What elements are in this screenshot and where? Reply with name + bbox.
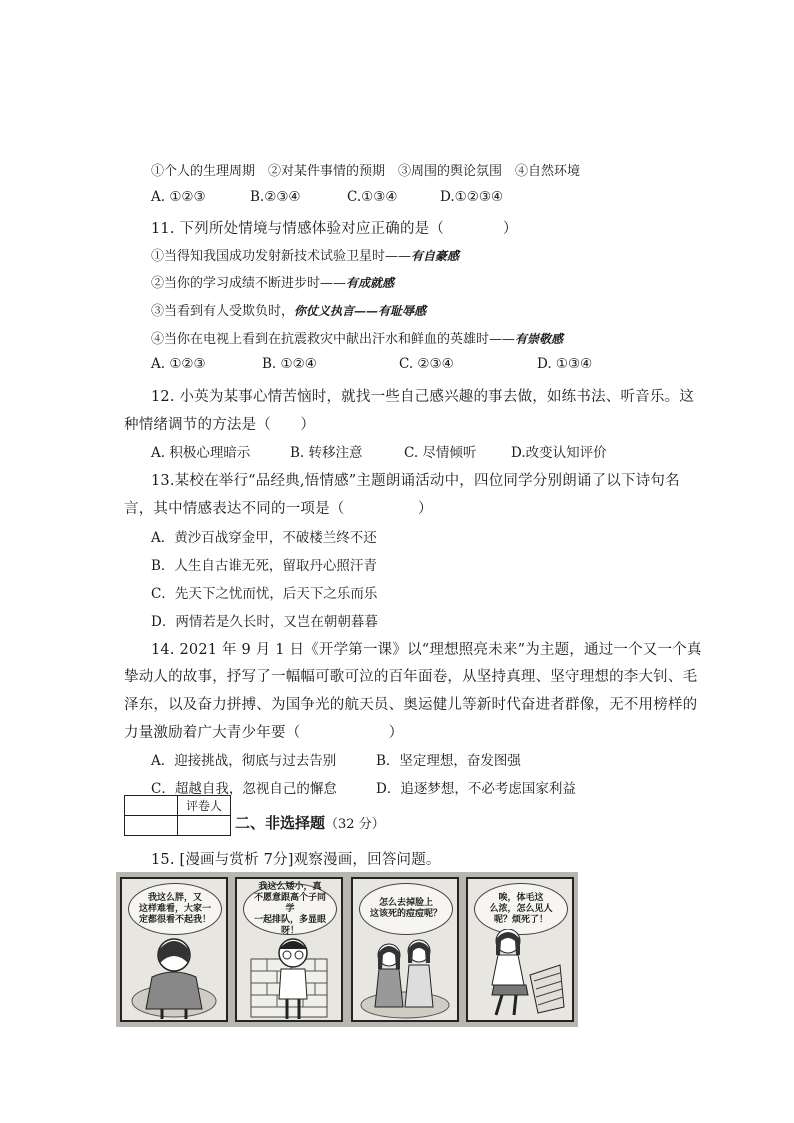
q11-option-a: A. ①②③ <box>151 356 206 372</box>
q12-option-d: D.改变认知评价 <box>511 445 607 461</box>
score-cell <box>125 816 178 836</box>
q10-option-b: B.②③④ <box>250 189 301 205</box>
q11-item-4: ④当你在电视上看到在抗震救灾中献出汗水和鲜血的英雄时——有崇敬感 <box>151 332 564 347</box>
q13-option-a: A．黄沙百战穿金甲，不破楼兰终不还 <box>151 530 377 546</box>
q11-item-1: ①当得知我国成功发射新技术试验卫星时——有自豪感 <box>151 249 460 264</box>
q11-option-d: D. ①③④ <box>537 356 593 372</box>
q11-option-c: C. ②③④ <box>399 356 454 372</box>
short-boy-illustration <box>237 929 341 1021</box>
speech-bubble: 怎么去掉脸上 这该死的痘痘呢？ <box>359 883 453 935</box>
q15-stem: 15. [漫画与赏析 7分]观察漫画，回答问题。 <box>151 852 441 868</box>
grader-label: 评卷人 <box>178 796 231 816</box>
q13-option-d: D．两情若是久长时，又岂在朝朝暮暮 <box>151 614 378 630</box>
comic-panel-3 <box>351 877 459 1022</box>
q10-option-a: A. ①②③ <box>151 189 206 205</box>
speech-bubble: 我这么矮小，真 不愿意跟高个子同学 一起排队，多显眼呀！ <box>243 883 337 935</box>
q12-option-b: B. 转移注意 <box>290 445 363 461</box>
speech-bubble: 我这么胖，又 这样难看，大家一 定都很看不起我！ <box>128 883 222 935</box>
q13-line-1: 13.某校在举行“品经典,悟情感”主题朗诵活动中，四位同学分别朗诵了以下诗句名 <box>151 473 680 489</box>
q12-line-2: 种情绪调节的方法是（ ） <box>124 417 316 433</box>
q14-line-2: 挚动人的故事，抒写了一幅幅可歌可泣的百年面卷，从坚持真理、坚守理想的李大钊、毛 <box>124 669 698 685</box>
grader-cell <box>178 816 231 836</box>
q11-option-b: B. ①②④ <box>262 356 317 372</box>
q13-option-c: C．先天下之忧而忧，后天下之乐而乐 <box>151 586 378 602</box>
comic-strip <box>116 872 578 1027</box>
comic-panel-2 <box>235 877 343 1022</box>
q10-option-d: D.①②③④ <box>440 189 504 205</box>
q12-line-1: 12. 小英为某事心情苦恼时，就找一些自己感兴趣的事去做，如练书法、听音乐。这 <box>151 389 694 405</box>
section-2-title: 二、非选择题（32 分） <box>235 814 385 832</box>
q14-option-a: A．迎接挑战，彻底与过去告别 <box>151 753 337 769</box>
q11-item-3: ③当看到有人受欺负时，你仗义执言——有耻辱感 <box>151 304 427 319</box>
score-cell <box>125 796 178 816</box>
q14-line-1: 14. 2021 年 9 月 1 日《开学第一课》以“理想照亮未来”为主题，通过一个又一个真 <box>151 642 702 658</box>
q13-line-2: 言，其中情感表达不同的一项是（ ） <box>124 501 433 517</box>
q10-option-c: C.①③④ <box>347 189 398 205</box>
q10-statements: ①个人的生理周期 ②对某件事情的预期 ③周围的舆论氛围 ④自然环境 <box>151 164 581 179</box>
q13-option-b: B．人生自古谁无死，留取丹心照汗青 <box>151 558 377 574</box>
chubby-girl-illustration <box>122 929 226 1021</box>
q11-stem: 11. 下列所处情境与情感体验对应正确的是（ ） <box>151 221 518 237</box>
q14-option-b: B．坚定理想，奋发图强 <box>376 753 521 769</box>
acne-girls-illustration <box>353 929 457 1021</box>
q12-option-c: C. 尽情倾听 <box>404 445 477 461</box>
q11-item-2: ②当你的学习成绩不断进步时——有成就感 <box>151 276 395 291</box>
speech-bubble: 唉，体毛这 么浓，怎么见人 呢？烦死了！ <box>474 883 568 935</box>
score-table <box>124 795 231 836</box>
comic-panel-1 <box>120 877 228 1022</box>
q14-line-3: 泽东，以及奋力拼搏、为国争光的航天员、奥运健儿等新时代奋进者群像，无不用榜样的 <box>124 697 698 713</box>
q12-option-a: A. 积极心理暗示 <box>151 445 251 461</box>
q14-option-c: C．超越自我，忽视自己的懈怠 <box>151 781 337 797</box>
q14-option-d: D．追逐梦想，不必考虑国家利益 <box>376 781 576 797</box>
comic-panel-4 <box>466 877 574 1022</box>
q14-line-4: 力量激励着广大青少年要（ ） <box>124 725 404 741</box>
hairy-girl-illustration <box>468 929 572 1021</box>
